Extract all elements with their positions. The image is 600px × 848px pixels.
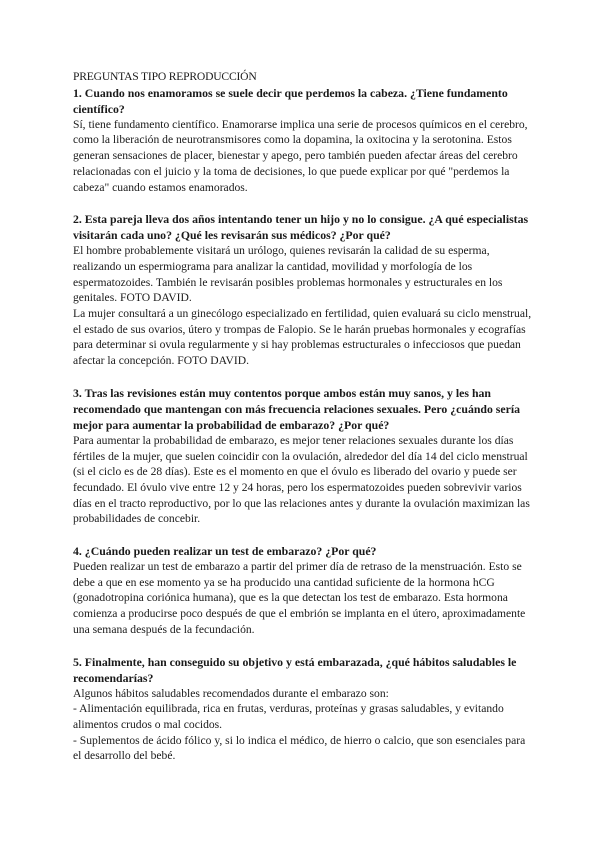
section-spacer [73,195,533,211]
document-page [73,69,533,764]
question-1: 1. Cuando nos enamoramos se suele decir que perdemos la cabeza. ¿Tiene fundamento científico? [73,85,508,116]
document-title: PREGUNTAS TIPO REPRODUCCIÓN [73,70,257,83]
section-spacer [73,638,533,654]
answer-5-paragraph-1: Algunos hábitos saludables recomendados durante el embarazo son: [73,686,389,700]
answer-2-paragraph-2: La mujer consultará a un ginecólogo especializado en fertilidad, quien evaluará su ciclo menstrual, el estado de sus ovarios, útero y trompas de Falopio. Se le harán pruebas hormonales y ecografías para determinar si ovula regularmente y si hay problemas estructurales o infecciosos que puedan afectar la concepción. FOTO DAVID. [73,307,532,368]
answer-5-paragraph-2: - Alimentación equilibrada, rica en frutas, verduras, proteínas y grasas saludables, y evitando alimentos crudos o mal cocidos. [73,702,504,731]
answer-1 [73,117,533,196]
answer-1-paragraph-1: Sí, tiene fundamento científico. Enamorarse implica una serie de procesos químicos en el cerebro, como la liberación de neurotransmisores como la dopamina, la oxitocina y la serotonina. Estos generan sensaciones de placer, bienestar y apego, pero también pueden afectar áreas del cerebro relacionadas con el juicio y la toma de decisiones, lo que puede explicar por qué "perdemos la cabeza" cuando estamos enamorados. [73,117,528,194]
question-2: 2. Esta pareja lleva dos años intentando tener un hijo y no lo consigue. ¿A qué especialistas visitarán cada uno? ¿Qué les revisarán sus médicos? ¿Por qué? [73,212,529,243]
answer-3 [73,433,533,527]
answer-2 [73,243,533,369]
answer-5-paragraph-3: - Suplementos de ácido fólico y, si lo indica el médico, de hierro o calcio, que son esenciales para el desarrollo del bebé. [73,733,526,763]
section-spacer [73,527,533,543]
answer-4 [73,559,533,638]
answer-5 [73,686,533,765]
qa-section-3 [73,385,533,527]
section-spacer [73,369,533,385]
qa-section-4 [73,543,533,638]
question-4: 4. ¿Cuándo pueden realizar un test de embarazo? ¿Por qué? [73,544,377,559]
answer-4-paragraph-1: Pueden realizar un test de embarazo a partir del primer día de retraso de la menstruación. Esto se debe a que en ese momento ya se ha producido una cantidad suficiente de la hormona hCG (gonadotropina coriónica humana), que es la que detectan los test de embarazo. Esta hormona comienza a producirse poco después de que el embrión se implanta en el útero, aproximadamente una semana después de la fecundación. [73,560,526,636]
answer-3-paragraph-1: Para aumentar la probabilidad de embarazo, es mejor tener relaciones sexuales durante los días fértiles de la mujer, que suelen coincidir con la ovulación, alrededor del día 14 del ciclo menstrual (si el ciclo es de 28 días). Este es el momento en que el óvulo es liberado del ovario y puede ser fecundado. El óvulo vive entre 12 y 24 horas, pero los espermatozoides pueden sobrevivir varios días en el tracto reproductivo, por lo que las relaciones antes y durante la ovulación maximizan las probabilidades de concebir. [73,433,530,526]
qa-section-1 [73,85,533,196]
question-5: 5. Finalmente, han conseguido su objetivo y está embarazada, ¿qué hábitos saludables le recomendarías? [73,654,517,685]
answer-2-paragraph-1: El hombre probablemente visitará un urólogo, quienes revisarán la calidad de su esperma, realizando un espermiograma para analizar la cantidad, movilidad y morfología de los espermatozoides. También le revisarán posibles problemas hormonales y estructurales en los genitales. FOTO DAVID. [73,244,503,305]
qa-section-5 [73,654,533,765]
qa-section-2 [73,211,533,369]
question-3: 3. Tras las revisiones están muy contentos porque ambos están muy sanos, y les han recomendado que mantengan con más frecuencia relaciones sexuales. Pero ¿cuándo sería mejor para aumentar la probabilidad de embarazo? ¿Por qué? [73,385,521,432]
